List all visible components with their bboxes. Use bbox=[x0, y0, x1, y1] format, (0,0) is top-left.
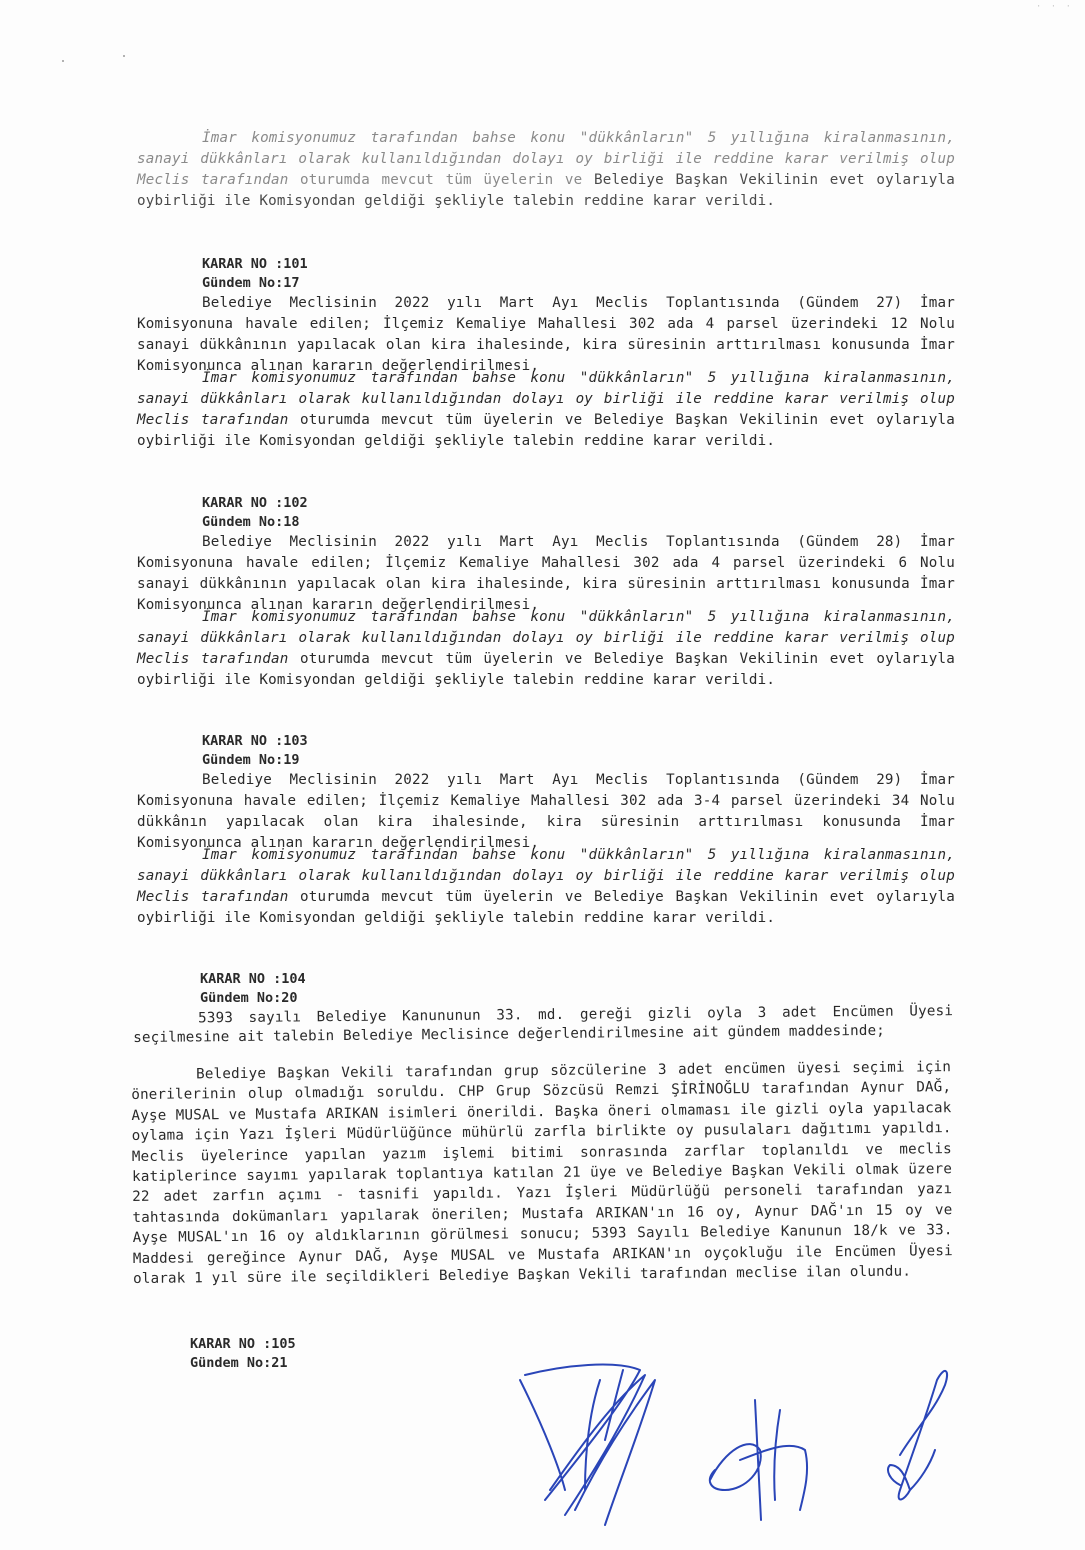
decision-subject: 5393 sayılı Belediye Kanununun 33. md. gereği gizli oyla 3 adet Encümen Üyesi seçilmesine ait talebin Belediye Meclisince değerlendirilmesine ait gündem maddesinde; bbox=[133, 1003, 954, 1046]
karar-no: KARAR NO :103 bbox=[202, 733, 308, 749]
gundem-no: Gündem No:20 bbox=[200, 990, 298, 1006]
decision-body: Belediye Başkan Vekili tarafından grup sözcülerine 3 adet encümen üyesi seçimi için önerilerinin olup olmadığı soruldu. CHP Grup Sözcüsü Remzi ŞİRİNOĞLU tarafından Aynur DAĞ, Ayşe MUSAL ve Mustafa ARIKAN isimleri önerildi. Başka öneri olmaması ile gizli oyla yapılacak oylama için Yazı İşleri Müdürlüğünce mühürlü zarfla birlikte oy pusulaları dağıtımı yapıldı. Meclis üyelerince yapılan yazım işlemi bitimi sonrasında zarflar toplanıldı ve meclis katiplerince sayımı yapılarak toplantıya katılan 21 üye ve Belediye Başkan Vekili olmak üzere 22 adet zarfın açımı - tasnifi yapıldı. Yazı İşleri Müdürlüğü personeli tarafından yazı tahtasında dokümanları yapılarak önerilen; Mustafa ARIKAN'ın 16 oy, Aynur DAĞ'ın 15 oy ve Ayşe MUSAL'ın 16 oy aldıklarının görülmesi sonucu; 5393 Sayılı Belediye Kanunun 18/k ve 33. Maddesi gereğince Aynur DAĞ, Ayşe MUSAL ve Mustafa ARIKAN'ın oyçokluğu ile Encümen Üyesi olarak 1 yıl süre ile seçildikleri Belediye Başkan Vekili tarafından meclise ilan olundu. bbox=[131, 1059, 953, 1288]
decision-header bbox=[202, 255, 308, 293]
decision-resolution bbox=[137, 845, 955, 929]
karar-no: KARAR NO :102 bbox=[202, 495, 308, 511]
decision-header bbox=[202, 494, 308, 532]
decision-header bbox=[202, 732, 308, 770]
decision-resolution bbox=[137, 368, 955, 452]
decision-subject: Belediye Meclisinin 2022 yılı Mart Ayı Meclis Toplantısında (Gündem 29) İmar Komisyonuna havale edilen; İlçemiz Kemaliye Mahallesi 302 ada 3-4 parsel üzerindeki 34 Nolu dükkânın yapılacak olan kira ihalesinde, kira süresinin arttırılması konusunda İmar Komisyonunca alınan kararın değerlendirilmesi, bbox=[137, 772, 955, 851]
signature-1 bbox=[520, 1365, 655, 1525]
intro-line-3-italic: reddine karar verilmiş olup Meclis tarafından bbox=[137, 151, 955, 188]
resolution-italic: İmar komisyonumuz tarafından bahse konu "dükkânların" 5 yıllığına kiralanmasının, sanayi dükkânları olarak kullanıldığından dolayı oy birliği ile reddine karar verilmiş olup Meclis tarafından bbox=[137, 847, 955, 905]
scan-speck bbox=[123, 55, 125, 57]
intro-line-1: İmar komisyonumuz tarafından bahse konu "dükkânların" 5 yıllığına bbox=[202, 130, 810, 146]
signature-2 bbox=[710, 1400, 807, 1520]
resolution-rest: oturumda mevcut tüm üyelerin ve Belediye Başkan Vekilinin evet oylarıyla oybirliği ile Komisyondan geldiği şekliyle talebin reddine karar verildi. bbox=[137, 412, 955, 449]
gundem-no: Gündem No:17 bbox=[202, 275, 300, 291]
decision-header bbox=[190, 1335, 296, 1373]
decision-resolution bbox=[137, 607, 955, 691]
intro-line-5: talebin reddine karar verildi. bbox=[512, 193, 776, 209]
gundem-no: Gündem No:18 bbox=[202, 514, 300, 530]
signature-3 bbox=[888, 1371, 947, 1500]
decision-subject: Belediye Meclisinin 2022 yılı Mart Ayı Meclis Toplantısında (Gündem 28) İmar Komisyonuna havale edilen; İlçemiz Kemaliye Mahallesi 302 ada 4 parsel üzerindeki 6 Nolu sanayi dükkânının yapılacak olan kira ihalesinde, kira süresinin arttırılması konusunda İmar Komisyonunca alınan kararın değerlendirilmesi, bbox=[137, 534, 955, 613]
karar-no: KARAR NO :105 bbox=[190, 1336, 296, 1352]
intro-line-4: Belediye Başkan Vekilinin evet oylarıyla oybirliği ile Komisyondan geldiği şekliyle bbox=[137, 172, 956, 209]
decision-subject: Belediye Meclisinin 2022 yılı Mart Ayı Meclis Toplantısında (Gündem 27) İmar Komisyonuna havale edilen; İlçemiz Kemaliye Mahallesi 302 ada 4 parsel üzerindeki 12 Nolu sanayi dükkânının yapılacak olan kira ihalesinde, kira süresinin arttırılması konusunda İmar Komisyonunca alınan kararın değerlendirilmesi, bbox=[137, 295, 955, 374]
faint-header-mark: · · · bbox=[1035, 2, 1073, 12]
decision-header bbox=[200, 970, 306, 1008]
karar-no: KARAR NO :104 bbox=[200, 971, 306, 987]
karar-no: KARAR NO :101 bbox=[202, 256, 308, 272]
intro-line-2: kiralanmasının, sanayi dükkânları olarak kullanıldığından dolayı oy birliği ile bbox=[137, 130, 955, 167]
resolution-italic: İmar komisyonumuz tarafından bahse konu "dükkânların" 5 yıllığına kiralanmasının, sanayi dükkânları olarak kullanıldığından dolayı oy birliği ile reddine karar verilmiş olup Meclis tarafından bbox=[137, 370, 955, 428]
resolution-rest: oturumda mevcut tüm üyelerin ve Belediye Başkan Vekilinin evet oylarıyla oybirliği ile Komisyondan geldiği şekliyle talebin reddine karar verildi. bbox=[137, 889, 955, 926]
resolution-italic: İmar komisyonumuz tarafından bahse konu "dükkânların" 5 yıllığına kiralanmasının, sanayi dükkânları olarak kullanıldığından dolayı oy birliği ile reddine karar verilmiş olup Meclis tarafından bbox=[137, 609, 955, 667]
intro-line-3-rest: oturumda mevcut tüm üyelerin ve bbox=[288, 172, 583, 188]
gundem-no: Gündem No:21 bbox=[190, 1355, 288, 1371]
intro-paragraph bbox=[137, 128, 955, 212]
resolution-rest: oturumda mevcut tüm üyelerin ve Belediye Başkan Vekilinin evet oylarıyla oybirliği ile Komisyondan geldiği şekliyle talebin reddine karar verildi. bbox=[137, 651, 955, 688]
signatures bbox=[505, 1340, 985, 1540]
scan-speck bbox=[62, 60, 64, 62]
gundem-no: Gündem No:19 bbox=[202, 752, 300, 768]
